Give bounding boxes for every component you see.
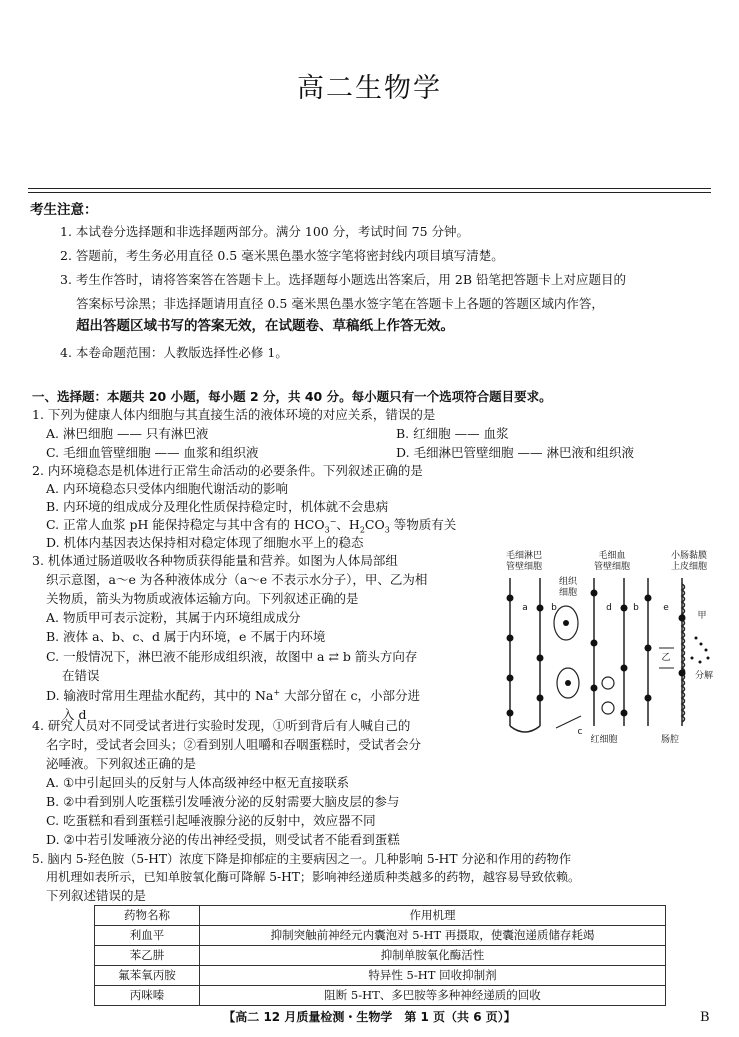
q4-option-c: C. 吃蛋糕和看到蛋糕引起唾液腺分泌的反射中，效应器不同 (46, 813, 376, 828)
label-b2: b (633, 603, 639, 613)
q3-option-c-line2: 在错误 (62, 668, 100, 683)
notice-item-3-line1: 3. 考生作答时，请将答案答在答题卡上。选择题每小题选出答案后，用 2B 铅笔把答题卡上对应题目的 (60, 272, 626, 287)
label-a: a (522, 603, 528, 613)
divider-top (28, 188, 711, 189)
notice-item-1: 1. 本试卷分选择题和非选择题两部分。满分 100 分，考试时间 75 分钟。 (60, 224, 470, 239)
page-footer: 【高二 12 月质量检测・生物学 第 1 页（共 6 页）】 (223, 1010, 516, 1024)
label-yi: 乙 (661, 653, 671, 663)
table-cell: 丙咪嗪 (95, 986, 200, 1006)
q3-option-a: A. 物质甲可表示淀粉，其属于内环境组成成分 (46, 610, 301, 625)
tissue-diagram (496, 548, 721, 748)
table-cell: 利血平 (95, 926, 200, 946)
table-row (95, 946, 666, 966)
q1-option-d: D. 毛细淋巴管壁细胞 —— 淋巴液和组织液 (396, 445, 634, 460)
label-capillary-cell-2: 管壁细胞 (593, 562, 631, 572)
q1-option-a: A. 淋巴细胞 —— 只有淋巴液 (46, 426, 209, 441)
q3-option-c-line1: C. 一般情况下，淋巴液不能形成组织液，故图中 a ⇄ b 箭头方向存 (46, 649, 418, 664)
label-intestine-lumen: 肠腔 (660, 735, 680, 745)
q2-option-a: A. 内环境稳态只受体内细胞代谢活动的影响 (46, 481, 288, 496)
label-d: d (606, 603, 612, 613)
table-header-row (95, 906, 666, 926)
q2-stem: 2. 内环境稳态是机体进行正常生命活动的必要条件。下列叙述正确的是 (32, 463, 423, 478)
q4-stem-line2: 名字时，受试者会回头；②看到别人咀嚼和吞咽蛋糕时，受试者会分 (46, 737, 422, 752)
label-epithelial-cell-2: 上皮细胞 (670, 562, 708, 572)
label-e: e (663, 603, 669, 613)
q2-option-b: B. 内环境的组成成分及理化性质保持稳定时，机体就不会患病 (46, 499, 389, 514)
q3-option-d-line1: D. 输液时常用生理盐水配药，其中的 Na+ 大部分留在 c，小部分进 (46, 687, 421, 703)
label-capillary-cell: 毛细血 (598, 551, 626, 561)
paper-version: B (700, 1010, 710, 1025)
q3-stem-line1: 3. 机体通过肠道吸收各种物质获得能量和营养。如图为人体局部组 (32, 553, 398, 568)
table-cell: 抑制单胺氧化酶活性 (200, 946, 666, 966)
notice-item-3-line2: 答案标号涂黑；非选择题请用直径 0.5 毫米黑色墨水签字笔在答题卡上各题的答题区域内作答， (76, 296, 604, 311)
table-cell: 苯乙肼 (95, 946, 200, 966)
label-c: c (577, 727, 583, 737)
notice-item-2: 2. 答题前，考生务必用直径 0.5 毫米黑色墨水签字笔将密封线内项目填写清楚。 (60, 248, 504, 263)
label-tissue-cell-2: 细胞 (558, 588, 578, 598)
label-red-blood-cell: 红细胞 (590, 735, 618, 745)
label-split: 分解 (694, 671, 714, 681)
page-title: 高二生物学 (297, 73, 442, 104)
table-cell: 氟苯氧丙胺 (95, 966, 200, 986)
table-cell: 特异性 5-HT 回收抑制剂 (200, 966, 666, 986)
q3-option-d-line2: 入 d (62, 707, 87, 722)
q3-stem-line2: 织示意图，a～e 为各种液体成分（a～e 不表示水分子），甲、乙为相 (46, 572, 428, 587)
divider-bottom (28, 192, 711, 193)
section-heading: 一、选择题：本题共 20 小题，每小题 2 分，共 40 分。每小题只有一个选项符合题目要求。 (32, 389, 552, 404)
q2-option-c: C. 正常人血浆 pH 能保持稳定与其中含有的 $HCO_3^-$、$H_2CO_3$ 等物质有关 (46, 516, 457, 535)
notice-heading: 考生注意： (30, 202, 98, 218)
q1-option-c: C. 毛细血管壁细胞 —— 血浆和组织液 (46, 445, 259, 460)
label-tissue-cell: 组织 (558, 577, 578, 587)
notice-item-4: 4. 本卷命题范围：人教版选择性必修 1。 (60, 345, 288, 360)
label-b: b (551, 603, 557, 613)
table-header-cell: 作用机理 (200, 906, 666, 926)
label-lymph-cell: 毛细淋巴 (505, 551, 543, 561)
q1-stem: 1. 下列为健康人体内细胞与其直接生活的液体环境的对应关系，错误的是 (32, 407, 436, 422)
q4-stem-line3: 泌唾液。下列叙述正确的是 (46, 756, 197, 771)
label-jia: 甲 (697, 611, 707, 621)
q4-option-d: D. ②中若引发唾液分泌的传出神经受损，则受试者不能看到蛋糕 (46, 832, 400, 847)
q3-option-b: B. 液体 a、b、c、d 属于内环境，e 不属于内环境 (46, 629, 326, 644)
q4-option-b: B. ②中看到别人吃蛋糕引发唾液分泌的反射需要大脑皮层的参与 (46, 794, 400, 809)
table-row (95, 966, 666, 986)
q5-stem-line3: 下列叙述错误的是 (46, 888, 147, 903)
label-lymph-cell-2: 管壁细胞 (505, 562, 543, 572)
q1-option-b: B. 红细胞 —— 血浆 (396, 426, 509, 441)
table-header-cell: 药物名称 (95, 906, 200, 926)
q4-option-a: A. ①中引起回头的反射与人体高级神经中枢无直接联系 (46, 775, 350, 790)
notice-item-3-line3: 超出答题区域书写的答案无效，在试题卷、草稿纸上作答无效。 (76, 318, 454, 334)
table-row (95, 986, 666, 1006)
q3-stem-line3: 关物质，箭头为物质或液体运输方向。下列叙述正确的是 (46, 591, 359, 606)
q5-stem-line2: 用机理如表所示，已知单胺氧化酶可降解 5-HT；影响神经递质种类越多的药物，越容易导致依赖。 (46, 870, 581, 884)
q2-option-d: D. 机体内基因表达保持相对稳定体现了细胞水平上的稳态 (46, 535, 364, 550)
q4-stem-line1: 4. 研究人员对不同受试者进行实验时发现，①听到背后有人喊自己的 (32, 718, 411, 733)
table-row (95, 926, 666, 946)
table-cell: 抑制突触前神经元内囊泡对 5-HT 再摄取，使囊泡递质储存耗竭 (200, 926, 666, 946)
drug-table (94, 905, 666, 1006)
table-cell: 阻断 5-HT、多巴胺等多种神经递质的回收 (200, 986, 666, 1006)
label-epithelial-cell: 小肠黏膜 (670, 551, 708, 561)
q5-stem-line1: 5. 脑内 5-羟色胺（5-HT）浓度下降是抑郁症的主要病因之一。几种影响 5-HT 分泌和作用的药物作 (32, 852, 572, 866)
